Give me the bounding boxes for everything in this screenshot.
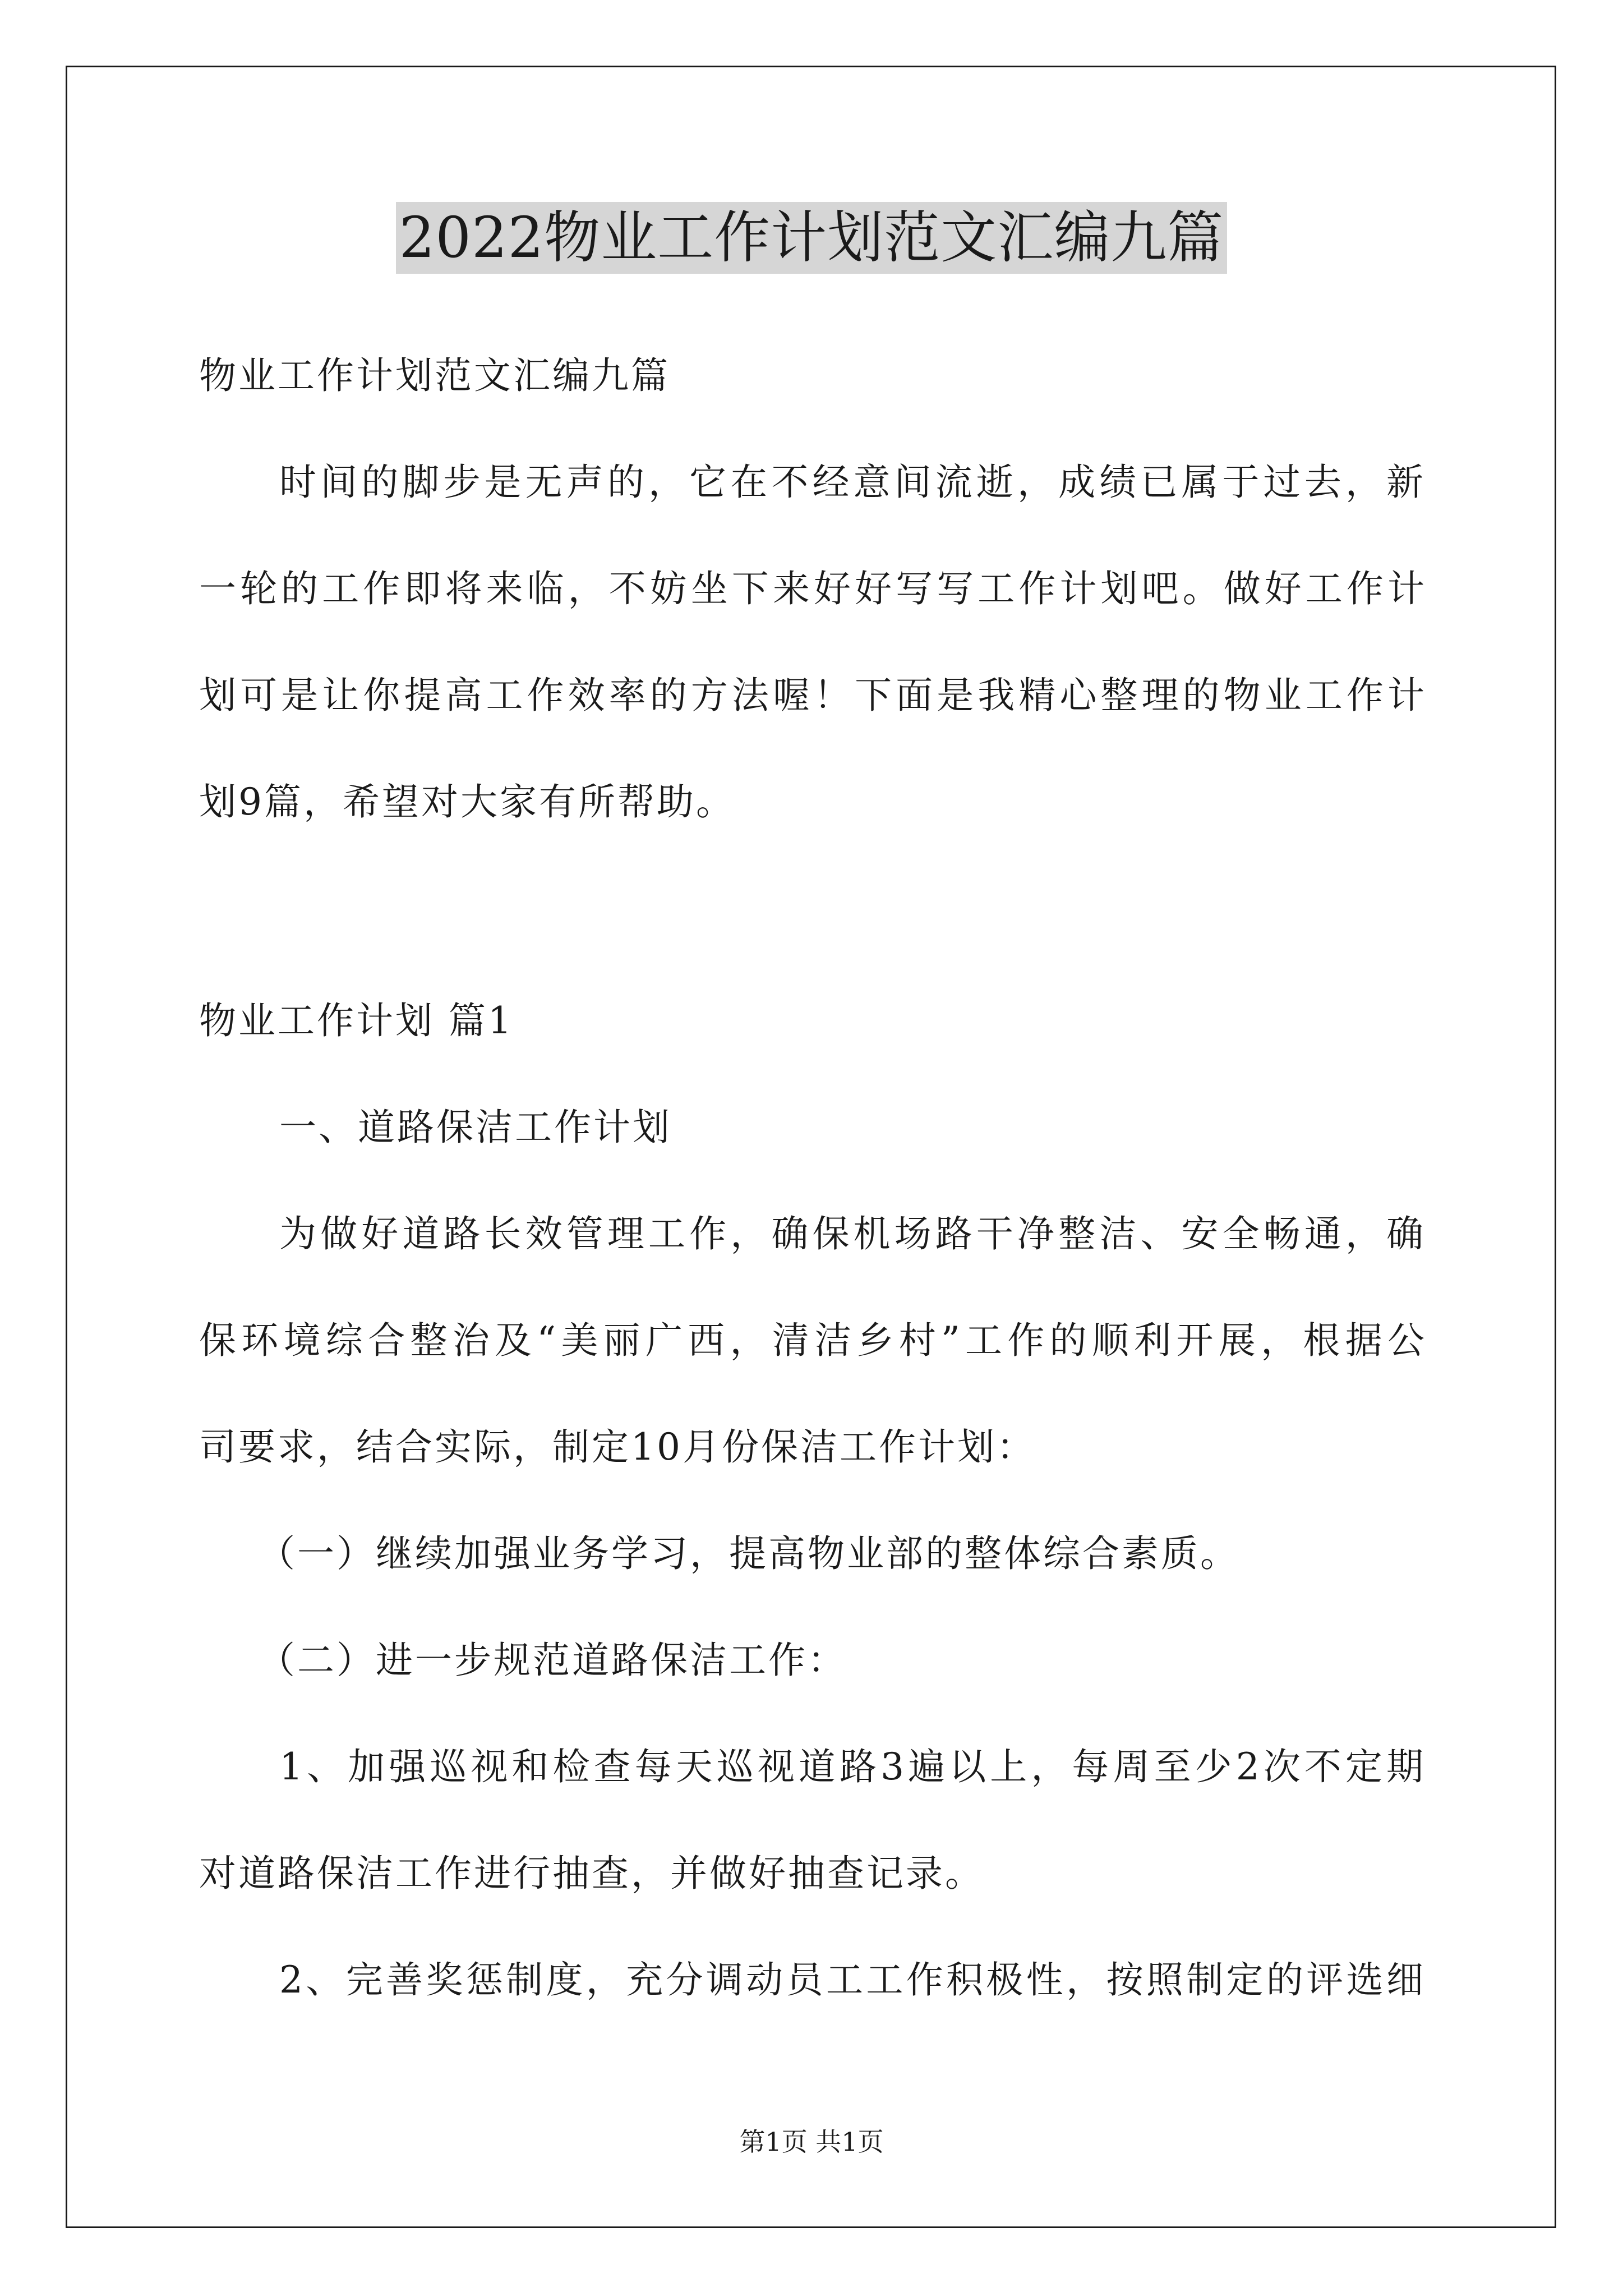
section-heading: 物业工作计划 篇1 (199, 999, 514, 1042)
page-footer: 第1页 共1页 (739, 2127, 884, 2157)
subsection-heading: 一、道路保洁工作计划 (279, 1106, 672, 1149)
list-item: 2、完善奖惩制度，充分调动员工工作积极性，按照制定的评选细 (279, 1958, 1423, 2001)
paragraph-line: 划可是让你提高工作效率的方法喔！下面是我精心整理的物业工作计 (199, 674, 1424, 717)
list-item: 1、加强巡视和检查每天巡视道路3遍以上，每周至少2次不定期 (279, 1745, 1423, 1788)
title-container (0, 202, 1623, 274)
list-item-continuation: 对道路保洁工作进行抽查，并做好抽查记录。 (199, 1852, 984, 1895)
document-title: 2022物业工作计划范文汇编九篇 (396, 202, 1228, 274)
paragraph-line: 一轮的工作即将来临，不妨坐下来好好写写工作计划吧。做好工作计 (199, 567, 1424, 610)
paragraph-line: 为做好道路长效管理工作，确保机场路干净整洁、安全畅通，确 (279, 1212, 1423, 1255)
paragraph-line: 司要求，结合实际，制定10月份保洁工作计划： (199, 1425, 1036, 1469)
paragraph-line: 保环境综合整治及“美丽广西，清洁乡村”工作的顺利开展，根据公 (199, 1319, 1424, 1362)
subtitle-line: 物业工作计划范文汇编九篇 (199, 354, 670, 397)
paragraph-line: 划9篇，希望对大家有所帮助。 (199, 780, 735, 823)
paragraph-line: 时间的脚步是无声的，它在不经意间流逝，成绩已属于过去，新 (279, 461, 1423, 504)
list-item: （一）继续加强业务学习，提高物业部的整体综合素质。 (258, 1532, 1239, 1575)
list-item: （二）进一步规范道路保洁工作： (258, 1639, 847, 1682)
